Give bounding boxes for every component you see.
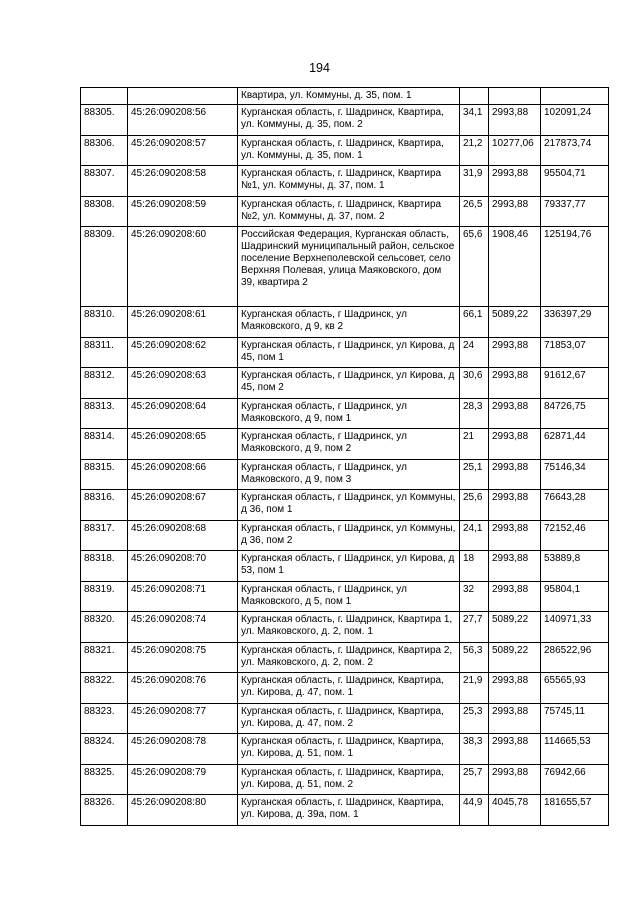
row-number-cell: 88321. [81, 642, 128, 673]
total-value-cell: 75146,34 [541, 459, 609, 490]
total-value-cell: 62871,44 [541, 429, 609, 460]
row-number-cell: 88307. [81, 166, 128, 197]
area-cell: 30,6 [460, 368, 489, 399]
area-cell: 21 [460, 429, 489, 460]
table-row [81, 88, 609, 105]
unit-price-cell: 2993,88 [489, 368, 541, 399]
cadastral-number-cell: 45:26:090208:74 [128, 612, 238, 643]
address-cell: Курганская область, г Шадринск, ул Маяковского, д 9, кв 2 [238, 307, 460, 338]
table-row [81, 337, 609, 368]
cadastral-number-cell: 45:26:090208:76 [128, 673, 238, 704]
address-cell: Курганская область, г. Шадринск, Квартира, ул. Коммуны, д. 35, пом. 2 [238, 105, 460, 136]
total-value-cell: 95504,71 [541, 166, 609, 197]
cadastral-number-cell: 45:26:090208:66 [128, 459, 238, 490]
area-cell: 56,3 [460, 642, 489, 673]
cadastral-number-cell: 45:26:090208:78 [128, 734, 238, 765]
area-cell: 44,9 [460, 795, 489, 826]
address-cell: Курганская область, г Шадринск, ул Кирова, д 45, пом 1 [238, 337, 460, 368]
row-number-cell: 88320. [81, 612, 128, 643]
row-number-cell: 88311. [81, 337, 128, 368]
table-row [81, 227, 609, 307]
address-cell: Курганская область, г Шадринск, ул Маяковского, д 9, пом 1 [238, 398, 460, 429]
row-number-cell: 88317. [81, 520, 128, 551]
address-cell: Курганская область, г. Шадринск, Квартира, ул. Кирова, д. 39а, пом. 1 [238, 795, 460, 826]
area-cell: 21,2 [460, 135, 489, 166]
row-number-cell: 88309. [81, 227, 128, 307]
cadastral-number-cell: 45:26:090208:58 [128, 166, 238, 197]
total-value-cell: 76643,28 [541, 490, 609, 521]
cadastral-number-cell: 45:26:090208:59 [128, 196, 238, 227]
cadastral-number-cell: 45:26:090208:67 [128, 490, 238, 521]
unit-price-cell: 2993,88 [489, 703, 541, 734]
total-value-cell: 125194,76 [541, 227, 609, 307]
area-cell: 38,3 [460, 734, 489, 765]
total-value-cell: 217873,74 [541, 135, 609, 166]
cadastral-number-cell: 45:26:090208:77 [128, 703, 238, 734]
registry-table [80, 87, 609, 826]
total-value-cell: 114665,53 [541, 734, 609, 765]
table-row [81, 196, 609, 227]
table-row [81, 135, 609, 166]
cadastral-number-cell: 45:26:090208:80 [128, 795, 238, 826]
total-value-cell: 79337,77 [541, 196, 609, 227]
row-number-cell: 88326. [81, 795, 128, 826]
cadastral-number-cell [128, 88, 238, 105]
cadastral-number-cell: 45:26:090208:68 [128, 520, 238, 551]
row-number-cell: 88308. [81, 196, 128, 227]
table-row [81, 368, 609, 399]
row-number-cell: 88319. [81, 581, 128, 612]
table-row [81, 429, 609, 460]
row-number-cell [81, 88, 128, 105]
cadastral-number-cell: 45:26:090208:63 [128, 368, 238, 399]
unit-price-cell: 2993,88 [489, 337, 541, 368]
unit-price-cell: 2993,88 [489, 581, 541, 612]
table-row [81, 581, 609, 612]
cadastral-number-cell: 45:26:090208:79 [128, 764, 238, 795]
address-cell: Курганская область, г Шадринск, ул Маяковского, д 9, пом 3 [238, 459, 460, 490]
address-cell: Российская Федерация, Курганская область, Шадринский муниципальный район, сельское поселение Верхнеполевской сельсовет, село Верхняя Полевая, улица Маяковского, дом 39, квартира 2 [238, 227, 460, 307]
row-number-cell: 88306. [81, 135, 128, 166]
table-row [81, 673, 609, 704]
table-row [81, 551, 609, 582]
area-cell: 66,1 [460, 307, 489, 338]
unit-price-cell: 2993,88 [489, 166, 541, 197]
unit-price-cell: 4045,78 [489, 795, 541, 826]
table-row [81, 764, 609, 795]
total-value-cell: 95804,1 [541, 581, 609, 612]
unit-price-cell: 2993,88 [489, 105, 541, 136]
row-number-cell: 88325. [81, 764, 128, 795]
unit-price-cell: 2993,88 [489, 459, 541, 490]
table-row [81, 520, 609, 551]
area-cell: 26,5 [460, 196, 489, 227]
address-cell: Курганская область, г. Шадринск, Квартира, ул. Кирова, д. 51, пом. 2 [238, 764, 460, 795]
unit-price-cell: 2993,88 [489, 196, 541, 227]
table-row [81, 459, 609, 490]
table-row [81, 642, 609, 673]
cadastral-number-cell: 45:26:090208:57 [128, 135, 238, 166]
address-cell: Курганская область, г. Шадринск, Квартира, ул. Кирова, д. 47, пом. 2 [238, 703, 460, 734]
table-row [81, 307, 609, 338]
row-number-cell: 88322. [81, 673, 128, 704]
area-cell: 28,3 [460, 398, 489, 429]
area-cell [460, 88, 489, 105]
total-value-cell: 140971,33 [541, 612, 609, 643]
table-row [81, 166, 609, 197]
total-value-cell: 75745,11 [541, 703, 609, 734]
total-value-cell: 84726,75 [541, 398, 609, 429]
unit-price-cell: 2993,88 [489, 429, 541, 460]
area-cell: 27,7 [460, 612, 489, 643]
table-row [81, 795, 609, 826]
page-number: 194 [309, 61, 330, 75]
area-cell: 24,1 [460, 520, 489, 551]
address-cell: Курганская область, г. Шадринск, Квартира, ул. Кирова, д. 51, пом. 1 [238, 734, 460, 765]
unit-price-cell: 2993,88 [489, 734, 541, 765]
address-cell: Курганская область, г Шадринск, ул Коммуны, д 36, пом 2 [238, 520, 460, 551]
total-value-cell: 76942,66 [541, 764, 609, 795]
address-cell: Курганская область, г. Шадринск, Квартира, ул. Кирова, д. 47, пом. 1 [238, 673, 460, 704]
area-cell: 25,6 [460, 490, 489, 521]
row-number-cell: 88318. [81, 551, 128, 582]
unit-price-cell: 5089,22 [489, 642, 541, 673]
row-number-cell: 88324. [81, 734, 128, 765]
address-cell: Курганская область, г. Шадринск, Квартира 1, ул. Маяковского, д. 2, пом. 1 [238, 612, 460, 643]
address-cell: Курганская область, г. Шадринск, Квартира, ул. Коммуны, д. 35, пом. 1 [238, 135, 460, 166]
table-row [81, 612, 609, 643]
area-cell: 25,1 [460, 459, 489, 490]
address-cell: Курганская область, г Шадринск, ул Кирова, д 53, пом 1 [238, 551, 460, 582]
table-row [81, 734, 609, 765]
registry-table-body [81, 88, 609, 826]
total-value-cell: 65565,93 [541, 673, 609, 704]
cadastral-number-cell: 45:26:090208:65 [128, 429, 238, 460]
row-number-cell: 88323. [81, 703, 128, 734]
total-value-cell: 91612,67 [541, 368, 609, 399]
unit-price-cell [489, 88, 541, 105]
address-cell: Курганская область, г Шадринск, ул Маяковского, д 5, пом 1 [238, 581, 460, 612]
cadastral-number-cell: 45:26:090208:62 [128, 337, 238, 368]
unit-price-cell: 5089,22 [489, 307, 541, 338]
address-cell: Квартира, ул. Коммуны, д. 35, пом. 1 [238, 88, 460, 105]
unit-price-cell: 10277,06 [489, 135, 541, 166]
unit-price-cell: 2993,88 [489, 764, 541, 795]
total-value-cell: 102091,24 [541, 105, 609, 136]
area-cell: 25,7 [460, 764, 489, 795]
area-cell: 31,9 [460, 166, 489, 197]
address-cell: Курганская область, г. Шадринск, Квартира 2, ул. Маяковского, д. 2, пом. 2 [238, 642, 460, 673]
total-value-cell: 181655,57 [541, 795, 609, 826]
area-cell: 18 [460, 551, 489, 582]
unit-price-cell: 1908,46 [489, 227, 541, 307]
row-number-cell: 88316. [81, 490, 128, 521]
area-cell: 21,9 [460, 673, 489, 704]
cadastral-number-cell: 45:26:090208:70 [128, 551, 238, 582]
table-row [81, 105, 609, 136]
area-cell: 65,6 [460, 227, 489, 307]
total-value-cell: 53889,8 [541, 551, 609, 582]
area-cell: 32 [460, 581, 489, 612]
unit-price-cell: 5089,22 [489, 612, 541, 643]
cadastral-number-cell: 45:26:090208:60 [128, 227, 238, 307]
row-number-cell: 88312. [81, 368, 128, 399]
address-cell: Курганская область, г Шадринск, ул Коммуны, д 36, пом 1 [238, 490, 460, 521]
address-cell: Курганская область, г Шадринск, ул Маяковского, д 9, пом 2 [238, 429, 460, 460]
row-number-cell: 88315. [81, 459, 128, 490]
address-cell: Курганская область, г. Шадринск, Квартира №2, ул. Коммуны, д. 37, пом. 2 [238, 196, 460, 227]
row-number-cell: 88310. [81, 307, 128, 338]
unit-price-cell: 2993,88 [489, 551, 541, 582]
cadastral-number-cell: 45:26:090208:71 [128, 581, 238, 612]
row-number-cell: 88305. [81, 105, 128, 136]
unit-price-cell: 2993,88 [489, 398, 541, 429]
table-row [81, 490, 609, 521]
total-value-cell: 286522,96 [541, 642, 609, 673]
cadastral-number-cell: 45:26:090208:64 [128, 398, 238, 429]
address-cell: Курганская область, г. Шадринск, Квартира №1, ул. Коммуны, д. 37, пом. 1 [238, 166, 460, 197]
row-number-cell: 88313. [81, 398, 128, 429]
total-value-cell: 336397,29 [541, 307, 609, 338]
unit-price-cell: 2993,88 [489, 520, 541, 551]
table-row [81, 398, 609, 429]
address-cell: Курганская область, г Шадринск, ул Кирова, д 45, пом 2 [238, 368, 460, 399]
total-value-cell: 71853,07 [541, 337, 609, 368]
total-value-cell [541, 88, 609, 105]
unit-price-cell: 2993,88 [489, 673, 541, 704]
area-cell: 25,3 [460, 703, 489, 734]
row-number-cell: 88314. [81, 429, 128, 460]
unit-price-cell: 2993,88 [489, 490, 541, 521]
table-row [81, 703, 609, 734]
total-value-cell: 72152,46 [541, 520, 609, 551]
area-cell: 24 [460, 337, 489, 368]
cadastral-number-cell: 45:26:090208:61 [128, 307, 238, 338]
cadastral-number-cell: 45:26:090208:56 [128, 105, 238, 136]
cadastral-number-cell: 45:26:090208:75 [128, 642, 238, 673]
area-cell: 34,1 [460, 105, 489, 136]
